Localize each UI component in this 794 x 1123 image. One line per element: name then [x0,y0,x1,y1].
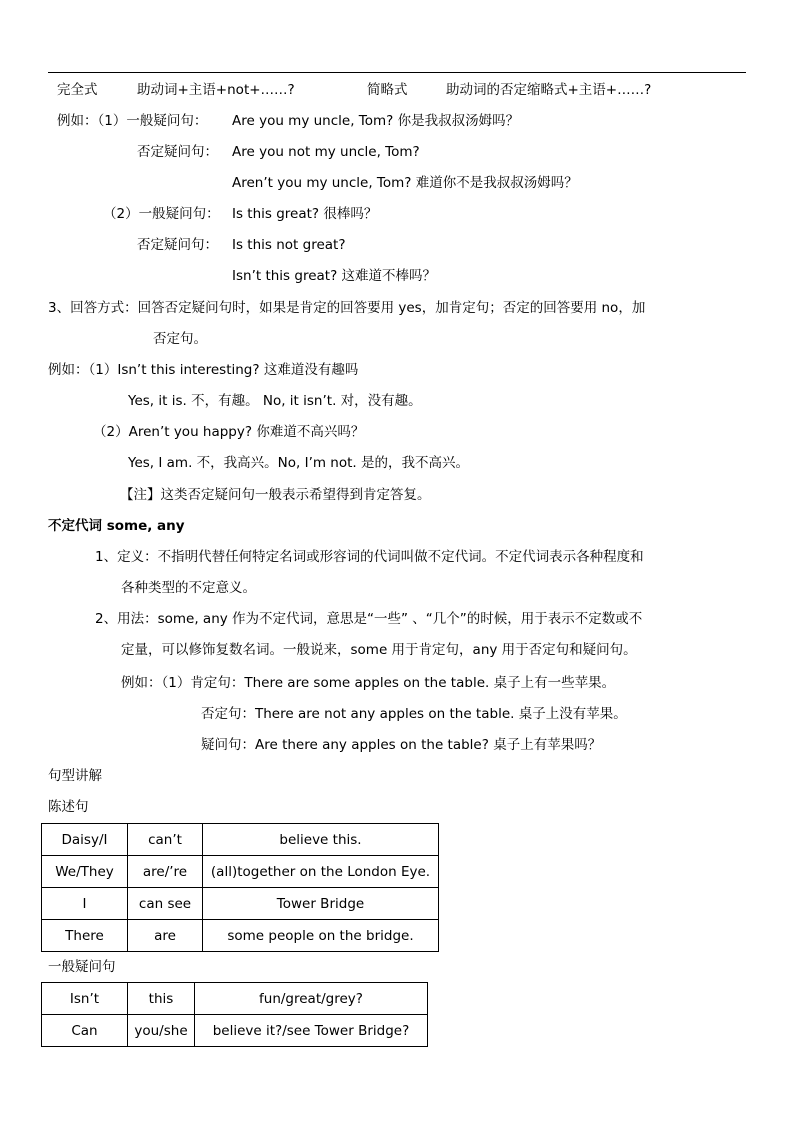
usage-example-question: 疑问句：Are there any apples on the table? 桌子上有苹果吗？ [201,737,602,753]
statement-heading: 陈述句 [48,799,89,815]
table-row [42,983,428,1015]
usage-example-negative: 否定句：There are not any apples on the table. 桌子上没有苹果。 [201,706,627,722]
table-cell: Isn’t [42,983,128,1015]
example1-neg-label: 否定疑问句： [137,144,218,160]
table-cell: Tower Bridge [203,888,439,920]
table-row [42,888,439,920]
table-cell: are [128,920,203,952]
table-cell: some people on the bridge. [203,920,439,952]
note: 【注】这类否定疑问句一般表示希望得到肯定答复。 [120,487,431,503]
table-cell: There [42,920,128,952]
question-table [41,982,428,1047]
usage-line1: 2、用法：some, any 作为不定代词，意思是“一些” 、“几个”的时候，用于表示不定数或不 [95,611,643,627]
table-row [42,824,439,856]
example2-q1: Is this great? 很棒吗？ [232,206,378,222]
usage-line2: 定量，可以修饰复数名词。一般说来，some 用于肯定句，any 用于否定句和疑问句。 [121,642,637,658]
example2-q3: Isn’t this great? 这难道不棒吗？ [232,268,437,284]
answer-example2-answer: Yes, I am. 不，我高兴。No, I’m not. 是的，我不高兴。 [128,455,469,471]
short-form-formula: 助动词的否定缩略式+主语+……? [446,82,652,98]
table-cell: I [42,888,128,920]
answer-example1-answer: Yes, it is. 不，有趣。 No, it isn’t. 对，没有趣。 [128,393,422,409]
answer-method-line1: 3、回答方式：回答否定疑问句时，如果是肯定的回答要用 yes，加肯定句；否定的回答要用 no，加 [48,300,646,316]
table-row [42,920,439,952]
pattern-heading: 句型讲解 [48,768,102,784]
definition-line2: 各种类型的不定意义。 [121,580,256,596]
example1-q1: Are you my uncle, Tom? 你是我叔叔汤姆吗？ [232,113,520,129]
table-cell: (all)together on the London Eye. [203,856,439,888]
indefinite-heading: 不定代词 some, any [48,518,185,534]
example1-intro: 例如：（1）一般疑问句： [57,113,208,129]
example1-q3: Aren’t you my uncle, Tom? 难道你不是我叔叔汤姆吗？ [232,175,578,191]
table-row [42,856,439,888]
definition-line1: 1、定义：不指明代替任何特定名词或形容词的代词叫做不定代词。不定代词表示各种程度和 [95,549,644,565]
answer-method-line2: 否定句。 [153,331,207,347]
usage-example-affirmative: 例如：（1）肯定句：There are some apples on the table. 桌子上有一些苹果。 [121,675,616,691]
answer-example1-question: 例如：（1）Isn’t this interesting? 这难道没有趣吗 [48,362,359,378]
statement-table [41,823,439,952]
example2-neg-label: 否定疑问句： [137,237,218,253]
table-cell: can’t [128,824,203,856]
example2-q2: Is this not great? [232,237,346,253]
example1-q2: Are you not my uncle, Tom? [232,144,420,160]
example2-intro: （2）一般疑问句： [103,206,220,222]
table-cell: fun/great/grey? [195,983,428,1015]
table-cell: Daisy/I [42,824,128,856]
full-form-label: 完全式 [57,82,98,98]
table-cell: Can [42,1015,128,1047]
table-cell: We/They [42,856,128,888]
table-cell: this [128,983,195,1015]
table-cell: are/’re [128,856,203,888]
table-cell: can see [128,888,203,920]
table-cell: you/she [128,1015,195,1047]
answer-example2-question: （2）Aren’t you happy? 你难道不高兴吗？ [93,424,365,440]
question-heading: 一般疑问句 [48,959,116,975]
table-row [42,1015,428,1047]
top-rule [48,72,746,73]
table-cell: believe this. [203,824,439,856]
table-cell: believe it?/see Tower Bridge? [195,1015,428,1047]
full-form-formula: 助动词+主语+not+……? [137,82,295,98]
short-form-label: 简略式 [367,82,408,98]
